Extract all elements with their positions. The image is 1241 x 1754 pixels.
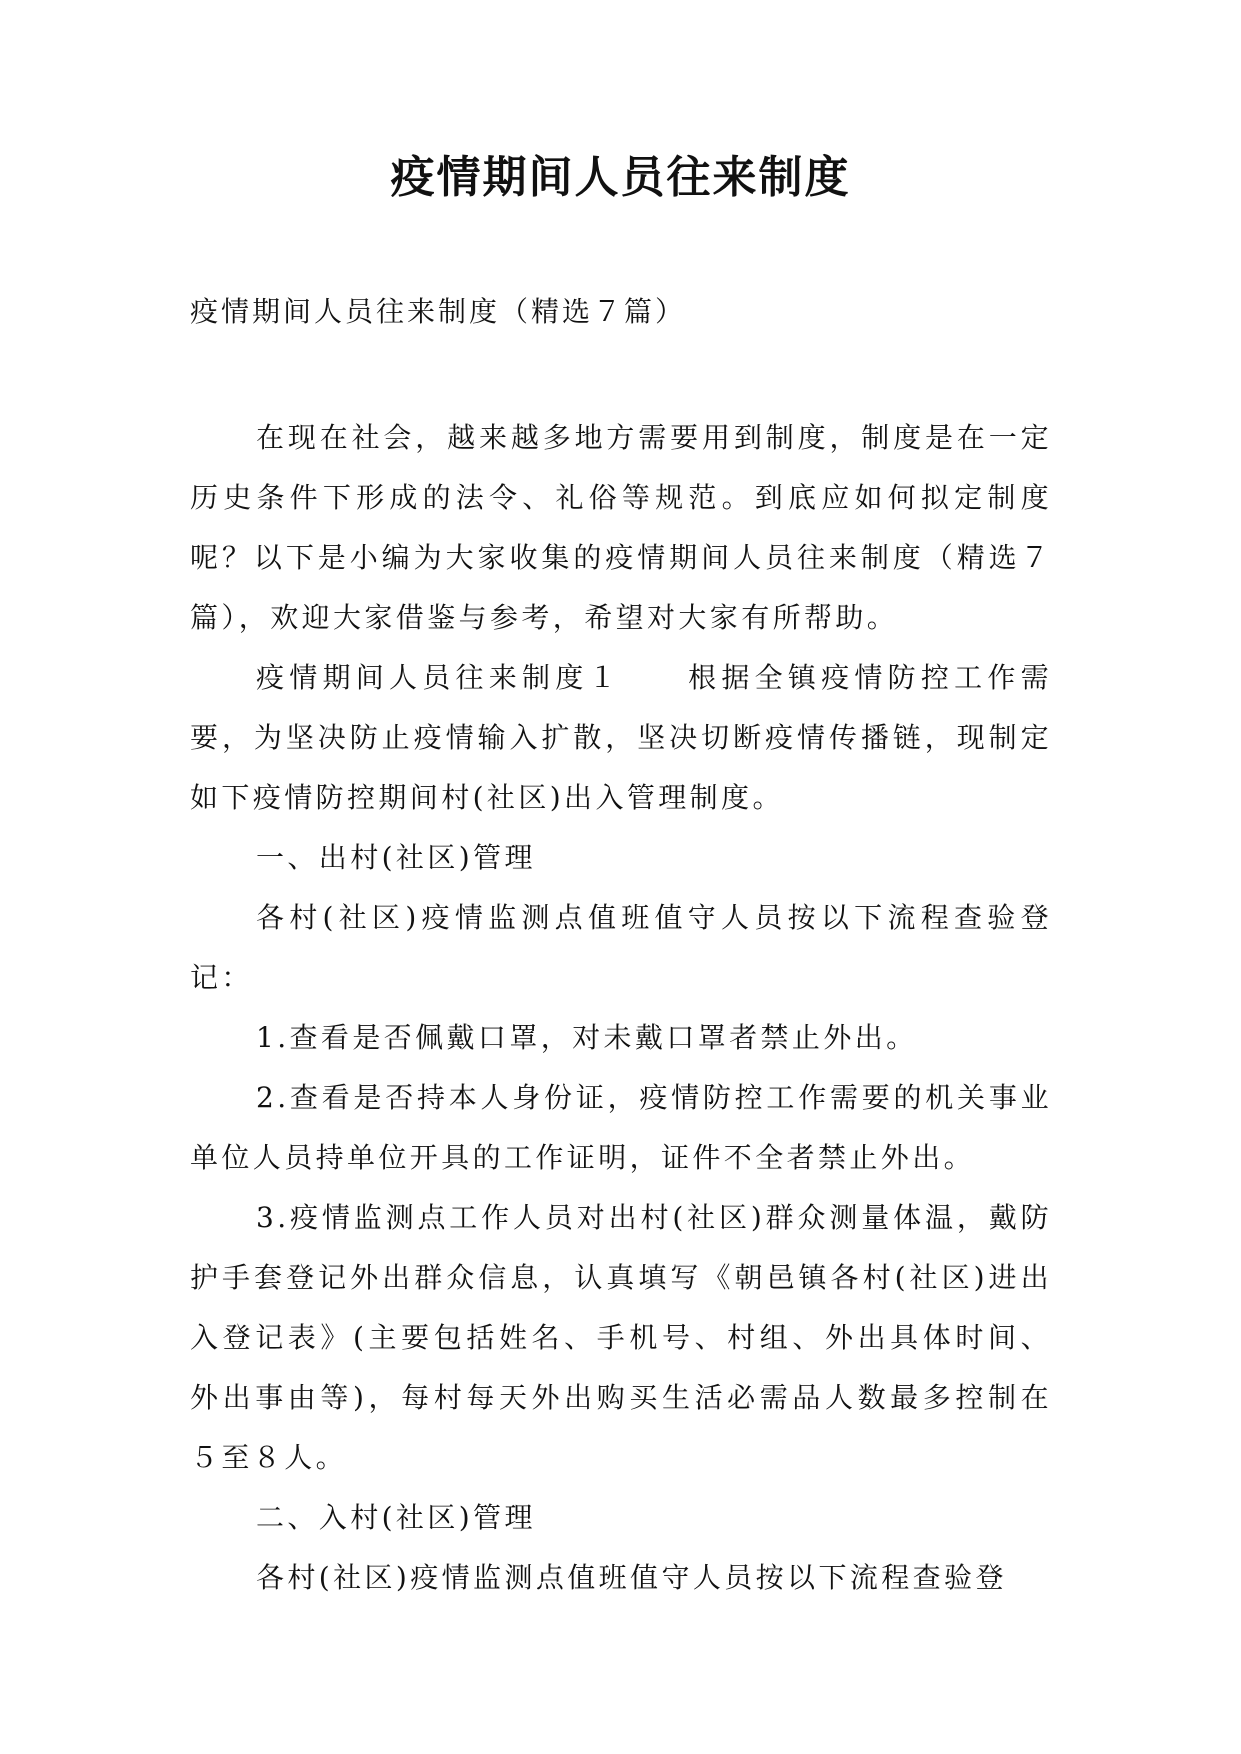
- paragraph-exit-procedure: 各村(社区)疫情监测点值班值守人员按以下流程查验登记：: [190, 901, 1052, 994]
- paragraph-intro: 在现在社会，越来越多地方需要用到制度，制度是在一定历史条件下形成的法令、礼俗等规范。到底应如何拟定制度呢？以下是小编为大家收集的疫情期间人员往来制度（精选７篇），欢迎大家借鉴与参考，希望对大家有所帮助。: [190, 421, 1052, 634]
- section-heading-entry: 二、入村(社区)管理: [256, 1501, 536, 1534]
- document-body: [190, 408, 1052, 1608]
- paragraph-entry-procedure: 各村(社区)疫情监测点值班值守人员按以下流程查验登: [256, 1561, 1007, 1594]
- list-item-3: 3.疫情监测点工作人员对出村(社区)群众测量体温，戴防护手套登记外出群众信息，认真填写《朝邑镇各村(社区)进出入登记表》(主要包括姓名、手机号、村组、外出具体时间、外出事由等)，每村每天外出购买生活必需品人数最多控制在５至８人。: [190, 1201, 1052, 1474]
- section-heading-exit: 一、出村(社区)管理: [256, 841, 536, 874]
- document-subtitle: 疫情期间人员往来制度（精选７篇）: [190, 295, 687, 328]
- list-item-1: 1.查看是否佩戴口罩，对未戴口罩者禁止外出。: [256, 1021, 918, 1054]
- list-item-2: 2.查看是否持本人身份证，疫情防控工作需要的机关事业单位人员持单位开具的工作证明，证件不全者禁止外出。: [190, 1081, 1052, 1174]
- document-title: 疫情期间人员往来制度: [390, 152, 851, 203]
- paragraph-article-1: 疫情期间人员往来制度１ 根据全镇疫情防控工作需要，为坚决防止疫情输入扩散，坚决切断疫情传播链，现制定如下疫情防控期间村(社区)出入管理制度。: [190, 661, 1052, 814]
